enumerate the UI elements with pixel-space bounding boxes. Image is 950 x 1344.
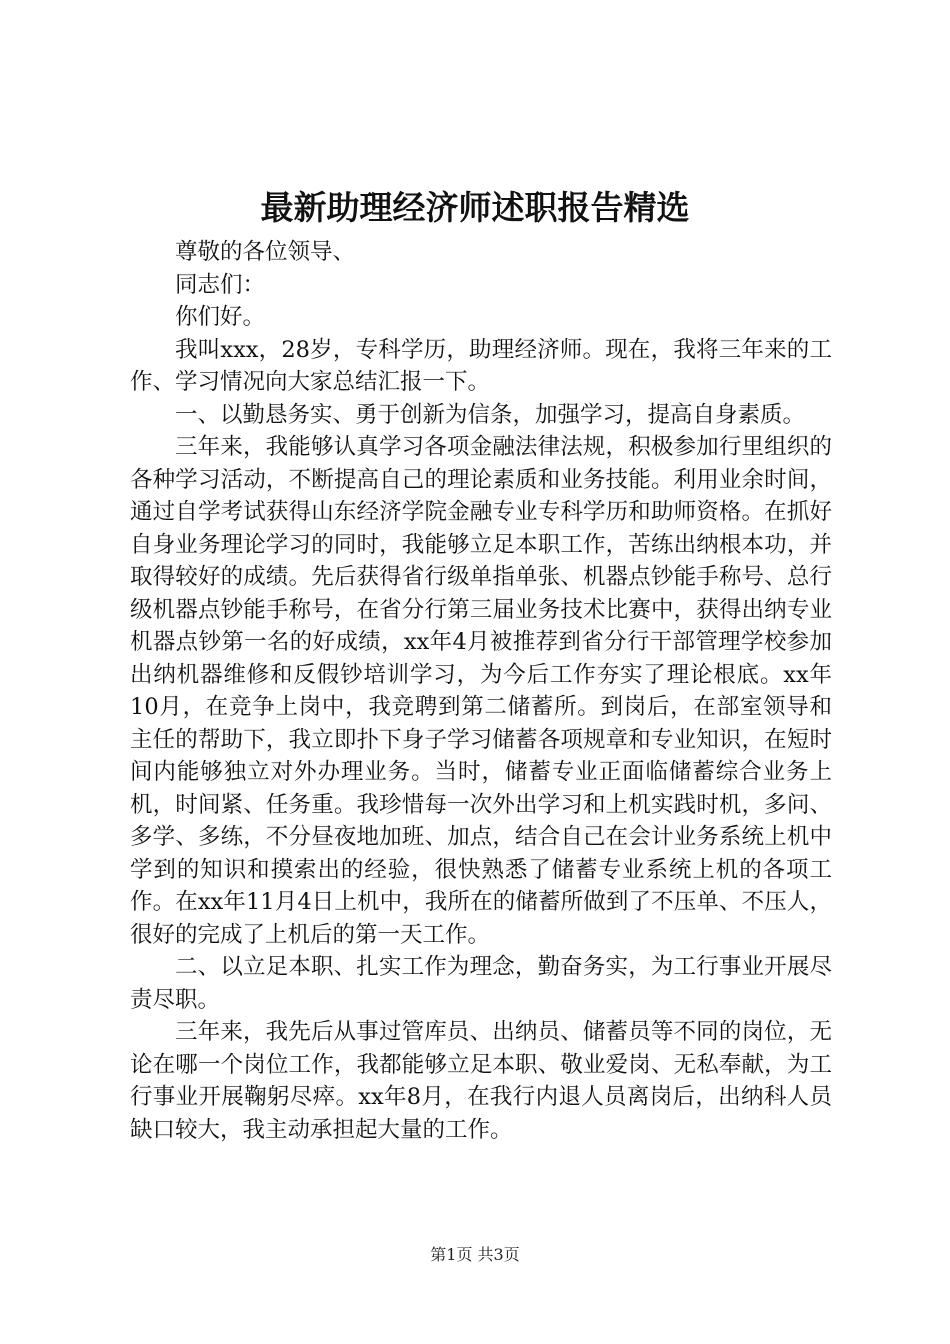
document-title: 最新助理经济师述职报告精选 <box>260 188 690 227</box>
document-body <box>130 236 832 1146</box>
salutation-line-2: 同志们： <box>175 271 266 298</box>
body-paragraph-2: 三年来，我先后从事过管库员、出纳员、储蓄员等不同的岗位，无论在哪一个岗位工作，我都能够立足本职、敬业爱岗、无私奉献，为工行事业开展鞠躬尽瘁。xx年8月，在我行内退人员离岗后，出纳科人员缺口较大，我主动承担起大量的工作。 <box>130 1019 832 1143</box>
page-footer: 第1页 共3页 <box>430 1245 520 1264</box>
salutation-line-1: 尊敬的各位领导、 <box>175 239 356 265</box>
section-heading-2: 二、以立足本职、扎实工作为理念，勤奋务实，为工行事业开展尽责尽职。 <box>130 954 832 1013</box>
greeting: 你们好。 <box>175 304 266 330</box>
section-heading-1: 一、以勤恳务实、勇于创新为信条，加强学习，提高自身素质。 <box>175 401 806 428</box>
body-paragraph-1: 三年来，我能够认真学习各项金融法律法规，积极参加行里组织的各种学习活动，不断提高自己的理论素质和业务技能。利用业余时间，通过自学考试获得山东经济学院金融专业专科学历和助师资格。在抓好自身业务理论学习的同时，我能够立足本职工作，苦练出纳根本功，并取得较好的成绩。先后获得省行级单指单张、机器点钞能手称号、总行级机器点钞能手称号，在省分行第三届业务技术比赛中，获得出纳专业机器点钞第一名的好成绩，xx年4月被推荐到省分行干部管理学校参加出纳机器维修和反假钞培训学习，为今后工作夯实了理论根底。xx年10月，在竞争上岗中，我竞聘到第二储蓄所。到岗后，在部室领导和主任的帮助下，我立即扑下身子学习储蓄各项规章和专业知识，在短时间内能够独立对外办理业务。当时，储蓄专业正面临储蓄综合业务上机，时间紧、任务重。我珍惜每一次外出学习和上机实践时机，多问、多学、多练，不分昼夜地加班、加点，结合自己在会计业务系统上机中学到的知识和摸索出的经验，很快熟悉了储蓄专业系统上机的各项工作。在xx年11月4日上机中，我所在的储蓄所做到了不压单、不压人，很好的完成了上机后的第一天工作。 <box>130 434 832 948</box>
intro-paragraph: 我叫xxx，28岁，专科学历，助理经济师。现在，我将三年来的工作、学习情况向大家总结汇报一下。 <box>130 336 832 395</box>
